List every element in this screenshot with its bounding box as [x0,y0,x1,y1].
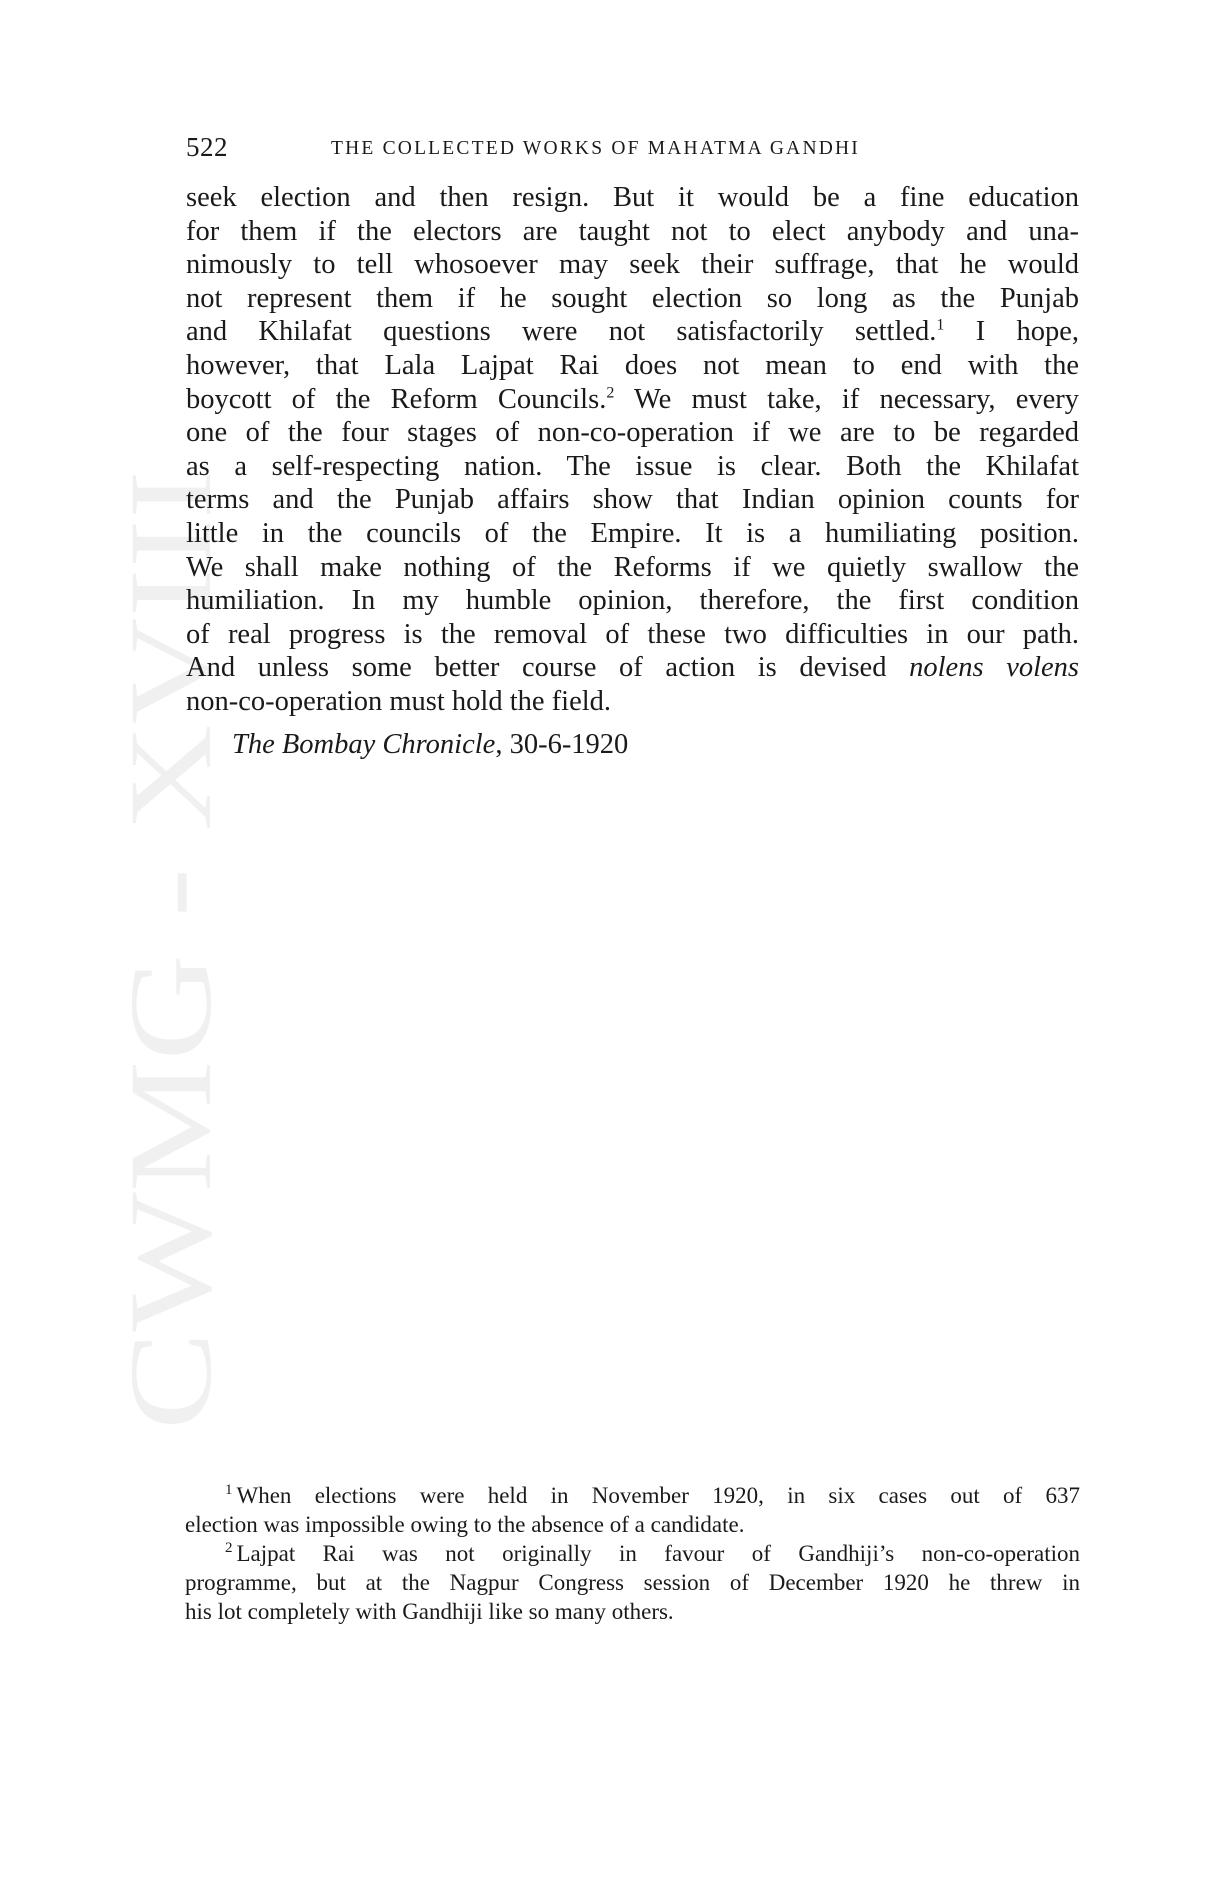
body-line [186,651,1079,685]
body-line: little in the councils of the Empire. It is a humiliating position. [186,517,1079,549]
body-line [186,383,1079,417]
watermark-text: CWMG - XVIII [105,663,236,1430]
body-line-tail: We must take, if necessary, every [614,383,1079,415]
body-line-text: boycott of the Reform Councils. [186,383,607,415]
body-line: We shall make nothing of the Reforms if we quietly swallow the [186,551,1079,583]
footnote-mark: 2 [225,1540,233,1557]
footnote-2 [185,1539,1080,1568]
body-line: however, that Lala Lajpat Rai does not mean to end with the [186,349,1079,381]
body-line: one of the four stages of non-co-operation if we are to be regarded [186,417,1079,449]
footnotes [185,1481,1080,1626]
body-line: nimously to tell whosoever may seek their suffrage, that he would [186,249,1079,281]
body-paragraph [186,181,1079,719]
body-line: terms and the Punjab affairs show that Indian opinion counts for [186,484,1079,516]
body-line: not represent them if he sought election so long as the Punjab [186,282,1079,314]
footnote-ref-1: 1 [936,316,945,334]
latin-phrase: nolens volens [909,652,1080,684]
running-title: THE COLLECTED WORKS OF MAHATMA GANDHI [331,138,860,159]
body-line-text: and Khilafat questions were not satisfactorily settled. [186,316,937,348]
source-publication: The Bombay Chronicle [232,729,496,760]
body-line [186,315,1079,349]
footnote-1 [185,1481,1080,1510]
body-line: seek election and then resign. But it would be a fine education [186,182,1079,213]
running-head [186,132,1080,168]
footnote-line: programme, but at the Nagpur Congress session of December 1920 he threw in [185,1570,1080,1595]
footnote-line: election was impossible owing to the absence of a candidate. [185,1512,745,1537]
footnote-line: his lot completely with Gandhiji like so many others. [185,1599,674,1624]
source-date: , 30-6-1920 [495,729,629,760]
footnote-text: When elections were held in November 1920, in six cases out of 637 [236,1483,1080,1508]
body-line: humiliation. In my humble opinion, therefore, the first condition [186,585,1079,617]
footnote-text: Lajpat Rai was not originally in favour of Gandhiji’s non-co-operation [236,1541,1080,1566]
body-line: as a self-respecting nation. The issue is clear. Both the Khilafat [186,450,1079,482]
source-citation [232,729,628,761]
body-line: non-co-operation must hold the field. [186,685,612,717]
body-line-text: And unless some better course of action is devised [186,652,910,684]
body-line: for them if the electors are taught not to elect anybody and una- [186,215,1079,247]
body-line-tail: I hope, [944,316,1080,348]
page-number: 522 [186,132,228,162]
footnote-mark: 1 [225,1482,233,1499]
body-line: of real progress is the removal of these two difficulties in our path. [186,618,1079,650]
footnote-ref-2: 2 [606,384,615,402]
